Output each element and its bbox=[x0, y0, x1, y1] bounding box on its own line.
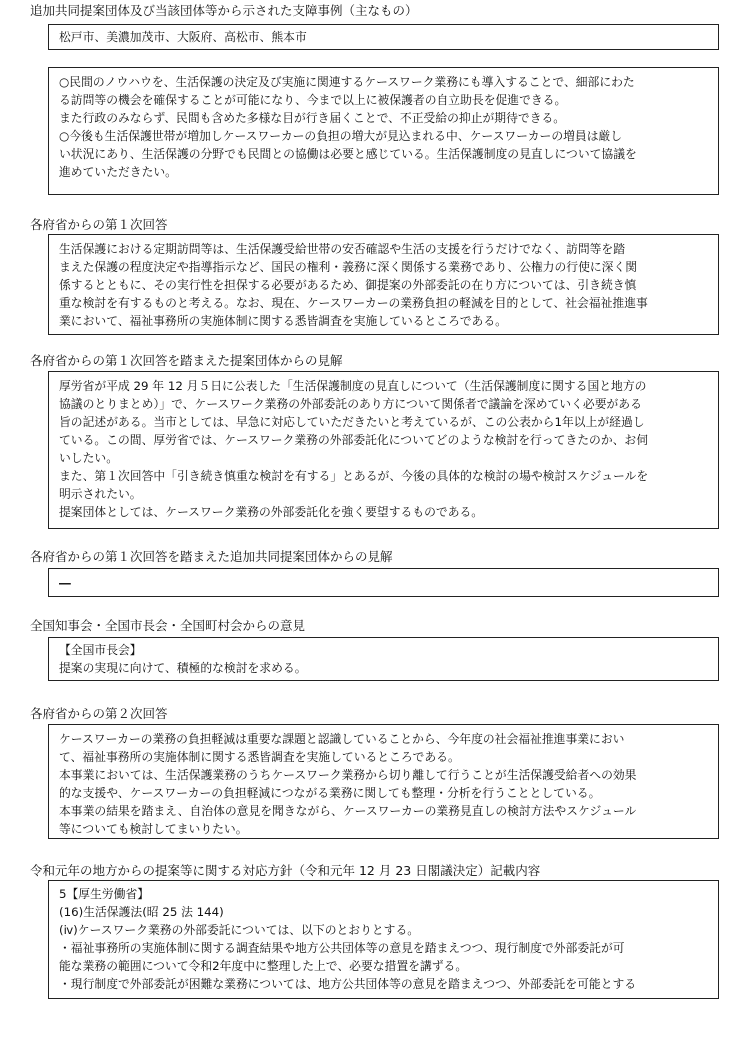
text-line: 重な検討を有するものと考える。なお、現在、ケースワーカーの業務負担の軽減を目的として、社会福祉推進事 bbox=[59, 296, 648, 310]
support-cases-box bbox=[48, 67, 719, 195]
section-heading-second-response: 各府省からの第２次回答 bbox=[30, 706, 168, 721]
first-response-box bbox=[48, 234, 719, 335]
text-line: 能な業務の範囲について令和2年度中に整理した上で、必要な措置を講ずる。 bbox=[59, 959, 468, 973]
cities-box bbox=[48, 24, 719, 50]
cities-text: 松戸市、美濃加茂市、大阪府、高松市、熊本市 bbox=[59, 30, 307, 44]
text-line: 等についても検討してまいりたい。 bbox=[59, 822, 248, 836]
text-line: いしたい。 bbox=[59, 451, 118, 465]
text-line: る訪問等の機会を確保することが可能になり、今まで以上に被保護者の自立助長を促進できる。 bbox=[59, 93, 567, 107]
text-line: 本事業の結果を踏まえ、自治体の意見を聞きながら、ケースワーカーの業務見直しの検討方法やスケジュール bbox=[59, 804, 637, 818]
text-line: 業において、福祉事務所の実施体制に関する悉皆調査を実施しているところである。 bbox=[59, 314, 507, 328]
text-line: 提案の実現に向けて、積極的な検討を求める。 bbox=[59, 661, 307, 675]
text-line: 厚労省が平成 29 年 12 月５日に公表した「生活保護制度の見直しについて（生活保護制度に関する国と地方の bbox=[59, 379, 647, 393]
text-line: ケースワーカーの業務の負担軽減は重要な課題と認識していることから、今年度の社会福祉推進事業におい bbox=[59, 732, 625, 746]
section-heading-support-cases: 追加共同提案団体及び当該団体等から示された支障事例（主なもの） bbox=[30, 3, 418, 18]
text-line: 提案団体としては、ケースワーク業務の外部委託化を強く要望するものである。 bbox=[59, 505, 484, 519]
text-line: 生活保護における定期訪問等は、生活保護受給世帯の安否確認や生活の支援を行うだけでなく、訪問等を踏 bbox=[59, 242, 626, 256]
text-line: 係するとともに、その実行性を担保する必要があるため、御提案の外部委託の在り方については、引き続き慎 bbox=[59, 278, 637, 292]
text-line: また行政のみならず、民間も含めた多様な目が行き届くことで、不正受給の抑止が期待できる。 bbox=[59, 111, 566, 125]
dash-text: ― bbox=[59, 576, 71, 590]
text-line: 【全国市長会】 bbox=[59, 643, 142, 657]
second-response-box bbox=[48, 724, 719, 839]
section-heading-associations-opinion: 全国知事会・全国市長会・全国町村会からの意見 bbox=[30, 618, 306, 633]
section-heading-additional-proposer-view: 各府省からの第１次回答を踏まえた追加共同提案団体からの見解 bbox=[30, 549, 393, 564]
text-line: い状況にあり、生活保護の分野でも民間との協働は必要と感じている。生活保護制度の見直しについて協議を bbox=[59, 147, 637, 161]
text-line: (ⅳ)ケースワーク業務の外部委託については、以下のとおりとする。 bbox=[59, 923, 420, 937]
section-heading-response-policy: 令和元年の地方からの提案等に関する対応方針（令和元年 12 月 23 日閣議決定）記載内容 bbox=[30, 863, 541, 878]
text-line: 本事業においては、生活保護業務のうちケースワーク業務から切り離して行うことが生活保護受給者への効果 bbox=[59, 768, 637, 782]
text-line: 5【厚生労働省】 bbox=[59, 887, 150, 901]
text-line: 明示されたい。 bbox=[59, 487, 142, 501]
additional-proposer-view-box bbox=[48, 568, 719, 597]
associations-opinion-box bbox=[48, 637, 719, 681]
section-heading-proposer-view: 各府省からの第１次回答を踏まえた提案団体からの見解 bbox=[30, 353, 343, 368]
text-line: て、福祉事務所の実施体制に関する悉皆調査を実施しているところである。 bbox=[59, 750, 460, 764]
text-line: 旨の記述がある。当市としては、早急に対応していただきたいと考えているが、この公表から1年以上が経過し bbox=[59, 415, 645, 429]
text-line: また、第１次回答中「引き続き慎重な検討を有する」とあるが、今後の具体的な検討の場や検討スケジュールを bbox=[59, 469, 649, 483]
text-line: ・現行制度で外部委託が困難な業務については、地方公共団体等の意見を踏まえつつ、外部委託を可能とする bbox=[59, 977, 637, 991]
response-policy-box bbox=[48, 880, 719, 999]
text-line: 進めていただきたい。 bbox=[59, 165, 177, 179]
text-line: まえた保護の程度決定や指導指示など、国民の権利・義務に深く関係する業務であり、公権力の行使に深く関 bbox=[59, 260, 638, 274]
text-line: 協議のとりまとめ）」で、ケースワーク業務の外部委託のあり方について関係者で議論を深めていく必要がある bbox=[59, 397, 642, 411]
text-line: (16)生活保護法(昭 25 法 144) bbox=[59, 905, 224, 919]
section-heading-first-response: 各府省からの第１次回答 bbox=[30, 217, 168, 232]
proposer-view-box bbox=[48, 371, 719, 529]
text-line: ている。この間、厚労省では、ケースワーク業務の外部委託化についてどのような検討を行ってきたのか、お伺 bbox=[59, 433, 649, 447]
text-line: ○民間のノウハウを、生活保護の決定及び実施に関連するケースワーク業務にも導入することで、細部にわた bbox=[59, 75, 635, 89]
text-line: ・福祉事務所の実施体制に関する調査結果や地方公共団体等の意見を踏まえつつ、現行制度で外部委託が可 bbox=[59, 941, 625, 955]
text-line: ○今後も生活保護世帯が増加しケースワーカーの負担の増大が見込まれる中、ケースワーカーの増員は厳し bbox=[59, 129, 623, 143]
text-line: 的な支援や、ケースワーカーの負担軽減につながる業務に関しても整理・分析を行うこととしている。 bbox=[59, 786, 601, 800]
